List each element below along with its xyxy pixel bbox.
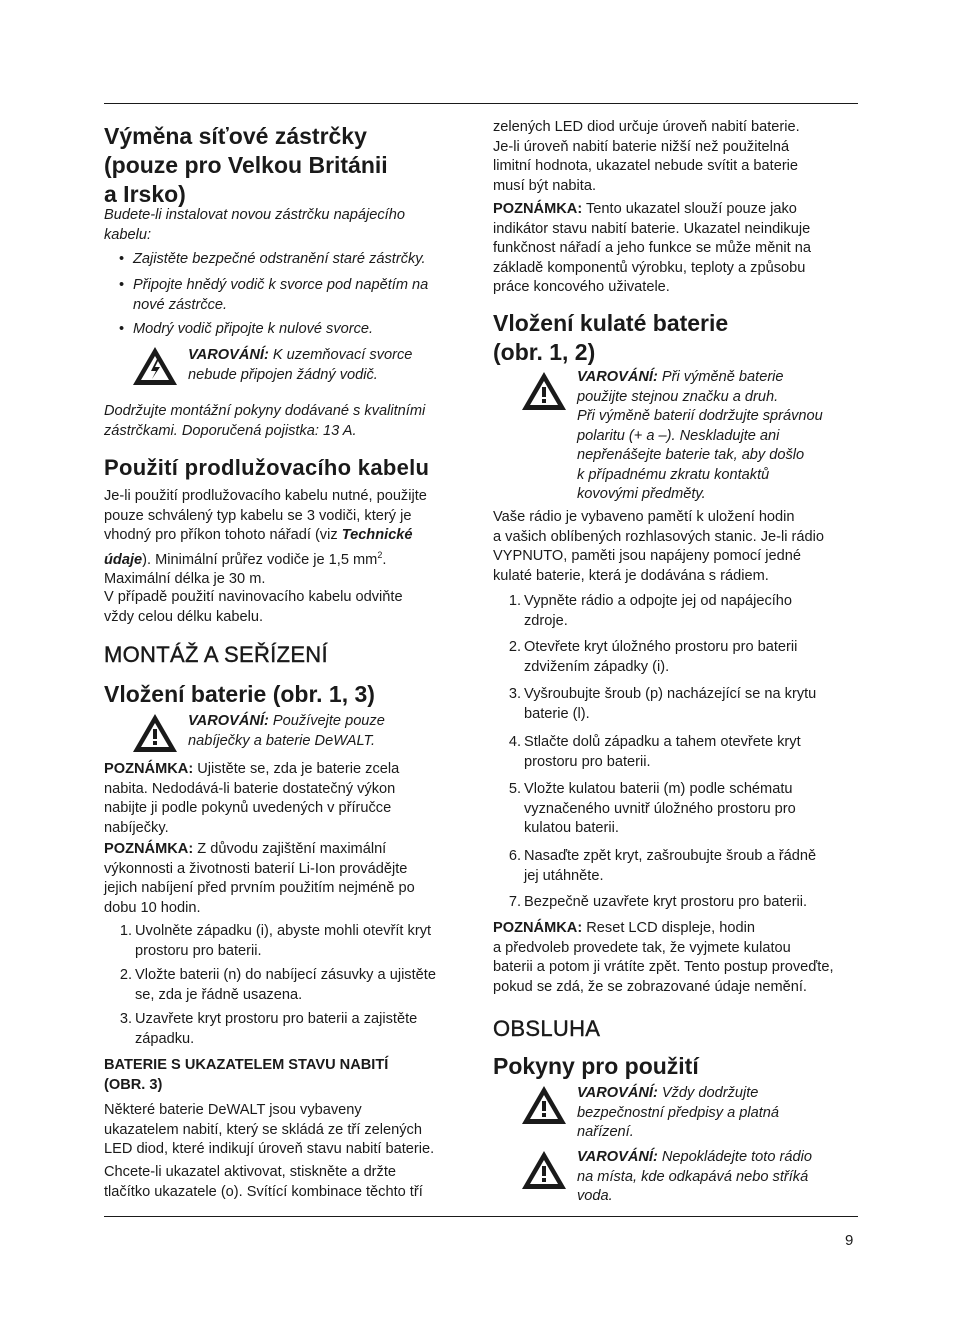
extension-reel-text: V případě použití navinovacího kabelu odviňte vždy celou délku kabelu. xyxy=(104,589,403,625)
list-item: 7. Bezpečně uzavřete kryt prostoru pro baterii. xyxy=(508,894,808,910)
top-rule xyxy=(104,103,858,104)
plug-title: Výměna síťové zástrčky (pouze pro Velkou Británii a Irsko) xyxy=(104,123,388,207)
plug-intro: Budete-li instalovat novou zástrčku napájecího kabelu: xyxy=(104,207,405,243)
list-item: 4. Stlačte dolů západku a tahem otevřete kryt prostoru pro baterii. xyxy=(508,734,801,770)
note-reset: POZNÁMKA: Reset LCD displeje, hodin a předvoleb provedete tak, že vyjmete kulatou baterii a potom ji vrátíte zpět. Tento postup proveďte, pokud se zdá, že se zobrazované údaje nemění. xyxy=(493,920,834,995)
round-battery-title: Vložení kulaté baterie (obr. 1, 2) xyxy=(493,310,729,365)
warning-water: VAROVÁNÍ: Nepokládejte toto rádio na místa, kde odkapává nebo stříká voda. xyxy=(577,1149,812,1204)
list-item: 3. Vyšroubujte šroub (p) nacházející se na krytu baterie (l). xyxy=(508,686,817,722)
extension-text: Je-li použití prodlužovacího kabelu nutné, použijte pouze schválený typ kabelu se 3 vodiči, který je vhodný pro příkon tohoto nářadí (viz Technické údaje). Minimální průřez vodiče je 1,5 $mm^2$. Maximální délka je 30 m. xyxy=(104,488,427,587)
battery-title: Vložení baterie (obr. 1, 3) xyxy=(104,681,375,707)
bullet-item: • Modrý vodič připojte k nulové svorce. xyxy=(133,320,373,340)
warning-safety: VAROVÁNÍ: Vždy dodržujte bezpečnostní předpisy a platná nařízení. xyxy=(577,1085,780,1140)
list-item: 2. Vložte baterii (n) do nabíjecí zásuvky a ujistěte se, zda je řádně usazena. xyxy=(119,967,436,1003)
warning-icon xyxy=(131,712,179,754)
warning-icon xyxy=(520,1084,568,1126)
note-li-ion: POZNÁMKA: Z důvodu zajištění maximální výkonnosti a životnosti baterií Li-Ion provádějte jejich nabíjení před prvním použitím nejméně po dobu 10 hodin. xyxy=(104,841,415,916)
warning-round-battery: VAROVÁNÍ: Při výměně baterie použijte stejnou značku a druh. Při výměně baterií dodržujte správnou polaritu (+ a –). Neskladujte ani nepřenášejte baterie tak, aby došlo k případnému zkratu kontaktů kovovými předměty. xyxy=(577,369,823,502)
note-indicator: POZNÁMKA: Tento ukazatel slouží pouze jako indikátor stavu nabití baterie. Ukazatel neindikuje funkčnost nářadí a jeho funkce se může měnit na základě komponentů výrobku, teploty a způsobu práce koncového uživatele. xyxy=(493,201,812,295)
warning-chargers: VAROVÁNÍ: Používejte pouze nabíječky a baterie DeWALT. xyxy=(188,713,385,749)
list-item: 1. Uvolněte západku (i), abyste mohli otevřít kryt prostoru pro baterii. xyxy=(119,923,432,959)
warning-icon xyxy=(520,1149,568,1191)
list-item: 6. Nasaďte zpět kryt, zašroubujte šroub a řádně jej utáhněte. xyxy=(508,848,817,884)
electric-hazard-icon xyxy=(131,345,179,387)
list-item: 5. Vložte kulatou baterii (m) podle schématu vyznačeného uvnitř úložného prostoru pro kulatou baterii. xyxy=(508,781,796,836)
warning-label: VAROVÁNÍ: xyxy=(188,347,269,363)
gauge-continued: zelených LED diod určuje úroveň nabití baterie. Je-li úroveň nabití baterie nižší než použitelná limitní hodnota, ukazatel nebude svítit a baterie musí být nabita. xyxy=(493,119,800,194)
warning-icon xyxy=(520,370,568,412)
bottom-rule xyxy=(104,1216,858,1217)
page-number: 9 xyxy=(845,1232,854,1249)
list-item: 2. Otevřete kryt úložného prostoru pro baterii zdvižením západky (i). xyxy=(508,639,798,675)
extension-title: Použití prodlužovacího kabelu xyxy=(104,455,430,480)
gauge-title: BATERIE S UKAZATELEM STAVU NABITÍ (OBR. 3) xyxy=(104,1057,389,1093)
section-title: MONTÁŽ A SEŘÍZENÍ xyxy=(104,642,328,667)
bullet-item: • Zajistěte bezpečné odstranění staré zástrčky. xyxy=(133,250,426,270)
list-item: 1. Vypněte rádio a odpojte jej od napájecího zdroje. xyxy=(508,593,793,629)
fuse-note: Dodržujte montážní pokyny dodávané s kvalitními zástrčkami. Doporučená pojistka: 13 A. xyxy=(104,403,426,439)
bullet-item: • Připojte hnědý vodič k svorce pod napětím na nové zástrčce. xyxy=(133,276,428,315)
operation-title: OBSLUHA xyxy=(493,1016,601,1041)
note-charge: POZNÁMKA: Ujistěte se, zda je baterie zcela nabita. Nedodává-li baterie dostatečný výkon nabijte ji podle pokynů uvedených v příručce nabíječky. xyxy=(104,761,400,836)
warning-ground: VAROVÁNÍ: K uzemňovací svorce nebude připojen žádný vodič. xyxy=(188,347,413,383)
instructions-title: Pokyny pro použití xyxy=(493,1053,699,1079)
gauge-activate-text: Chcete-li ukazatel aktivovat, stiskněte a držte tlačítko ukazatele (o). Svítící kombinace těchto tří xyxy=(104,1164,423,1200)
gauge-text: Některé baterie DeWALT jsou vybaveny ukazatelem nabití, který se skládá ze tří zelených LED diod, které indikují úroveň stavu nabití baterie. xyxy=(104,1102,435,1157)
list-item: 3. Uzavřete kryt prostoru pro baterii a zajistěte západku. xyxy=(119,1011,418,1047)
memory-text: Vaše rádio je vybaveno pamětí k uložení hodin a vašich oblíbených rozhlasových stanic. Je-li rádio VYPNUTO, paměti jsou napájeny pomocí jedné kulaté baterie, která je dodávána s rádiem. xyxy=(493,509,824,584)
